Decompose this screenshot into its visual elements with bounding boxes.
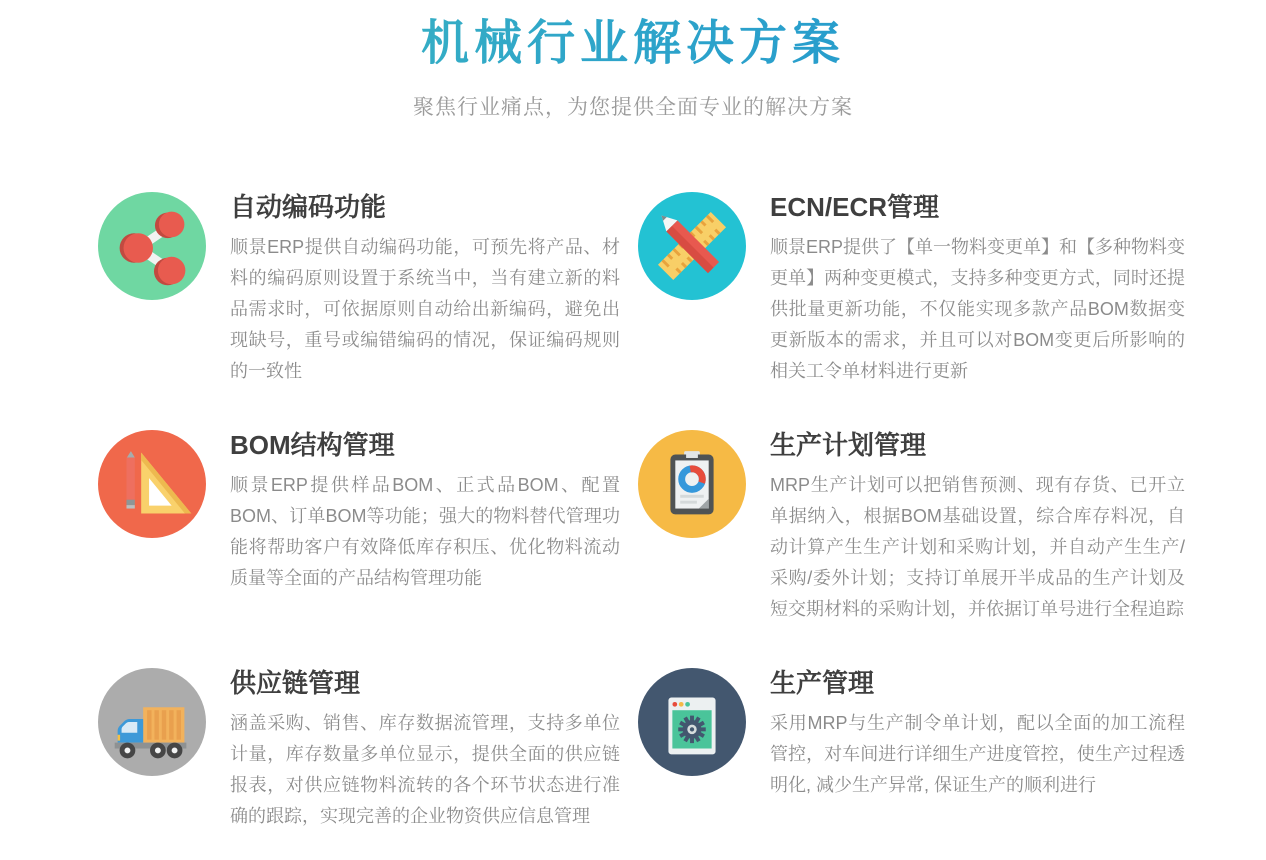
feature-description: 顺景ERP提供样品BOM、正式品BOM、配置BOM、订单BOM等功能；强大的物料替代管理功能将帮助客户有效降低库存积压、优化物料流动质量等全面的产品结构管理功能 bbox=[230, 475, 620, 588]
pencil-set-square-icon bbox=[98, 430, 206, 538]
share-nodes-icon bbox=[98, 192, 206, 300]
feature-text bbox=[230, 430, 620, 594]
feature-text bbox=[770, 430, 1185, 625]
feature-title: ECN/ECR管理 bbox=[770, 192, 940, 222]
truck-icon bbox=[98, 668, 206, 776]
feature-text bbox=[770, 192, 1185, 387]
feature-text bbox=[230, 668, 620, 832]
feature-title: 自动编码功能 bbox=[230, 192, 387, 222]
clipboard-chart-icon bbox=[638, 430, 746, 538]
feature-card-supply-chain bbox=[98, 668, 620, 832]
feature-text bbox=[230, 192, 620, 387]
feature-title: 供应链管理 bbox=[230, 668, 361, 698]
feature-card-auto-coding bbox=[98, 192, 620, 430]
feature-card-ecn-ecr bbox=[638, 192, 1185, 430]
feature-description: 顺景ERP提供自动编码功能，可预先将产品、材料的编码原则设置于系统当中，当有建立新的料品需求时，可依据原则自动给出新编码，避免出现缺号，重号或编错编码的情况，保证编码规则的一致性 bbox=[230, 237, 620, 381]
feature-description: MRP生产计划可以把销售预测、现有存货、已开立单据纳入，根据BOM基础设置，综合库存料况，自动计算产生生产计划和采购计划，并自动产生生产/采购/委外计划；支持订单展开半成品的生产计划及短交期材料的采购计划，并依据订单号进行全程追踪 bbox=[770, 475, 1185, 619]
pencil-ruler-icon bbox=[638, 192, 746, 300]
feature-text bbox=[770, 668, 1185, 801]
browser-gear-icon bbox=[638, 668, 746, 776]
features-grid bbox=[0, 192, 1266, 832]
page-header bbox=[0, 0, 1266, 122]
feature-description: 顺景ERP提供了【单一物料变更单】和【多种物料变更单】两种变更模式，支持多种变更方式，同时还提供批量更新功能，不仅能实现多款产品BOM数据变更新版本的需求，并且可以对BOM变更后所影响的相关工令单材料进行更新 bbox=[770, 237, 1186, 381]
page-title: 机械行业解决方案 bbox=[0, 16, 1266, 72]
feature-card-bom-structure bbox=[98, 430, 620, 668]
feature-card-production-planning bbox=[638, 430, 1185, 668]
feature-card-production-management bbox=[638, 668, 1185, 832]
feature-description: 涵盖采购、销售、库存数据流管理，支持多单位计量，库存数量多单位显示，提供全面的供应链报表，对供应链物料流转的各个环节状态进行准确的跟踪，实现完善的企业物资供应信息管理 bbox=[230, 713, 620, 826]
clipboard-chart-icon bbox=[638, 430, 746, 538]
share-nodes-icon bbox=[98, 192, 206, 300]
page-subtitle: 聚焦行业痛点，为您提供全面专业的解决方案 bbox=[413, 96, 853, 119]
feature-title: BOM结构管理 bbox=[230, 430, 395, 460]
feature-title: 生产管理 bbox=[770, 668, 875, 698]
truck-icon bbox=[98, 668, 206, 776]
feature-description: 采用MRP与生产制令单计划，配以全面的加工流程管控，对车间进行详细生产进度管控，使生产过程透明化, 减少生产异常, 保证生产的顺利进行 bbox=[770, 713, 1185, 795]
pencil-ruler-icon bbox=[638, 192, 746, 300]
browser-gear-icon bbox=[638, 668, 746, 776]
feature-title: 生产计划管理 bbox=[770, 430, 927, 460]
pencil-set-square-icon bbox=[98, 430, 206, 538]
